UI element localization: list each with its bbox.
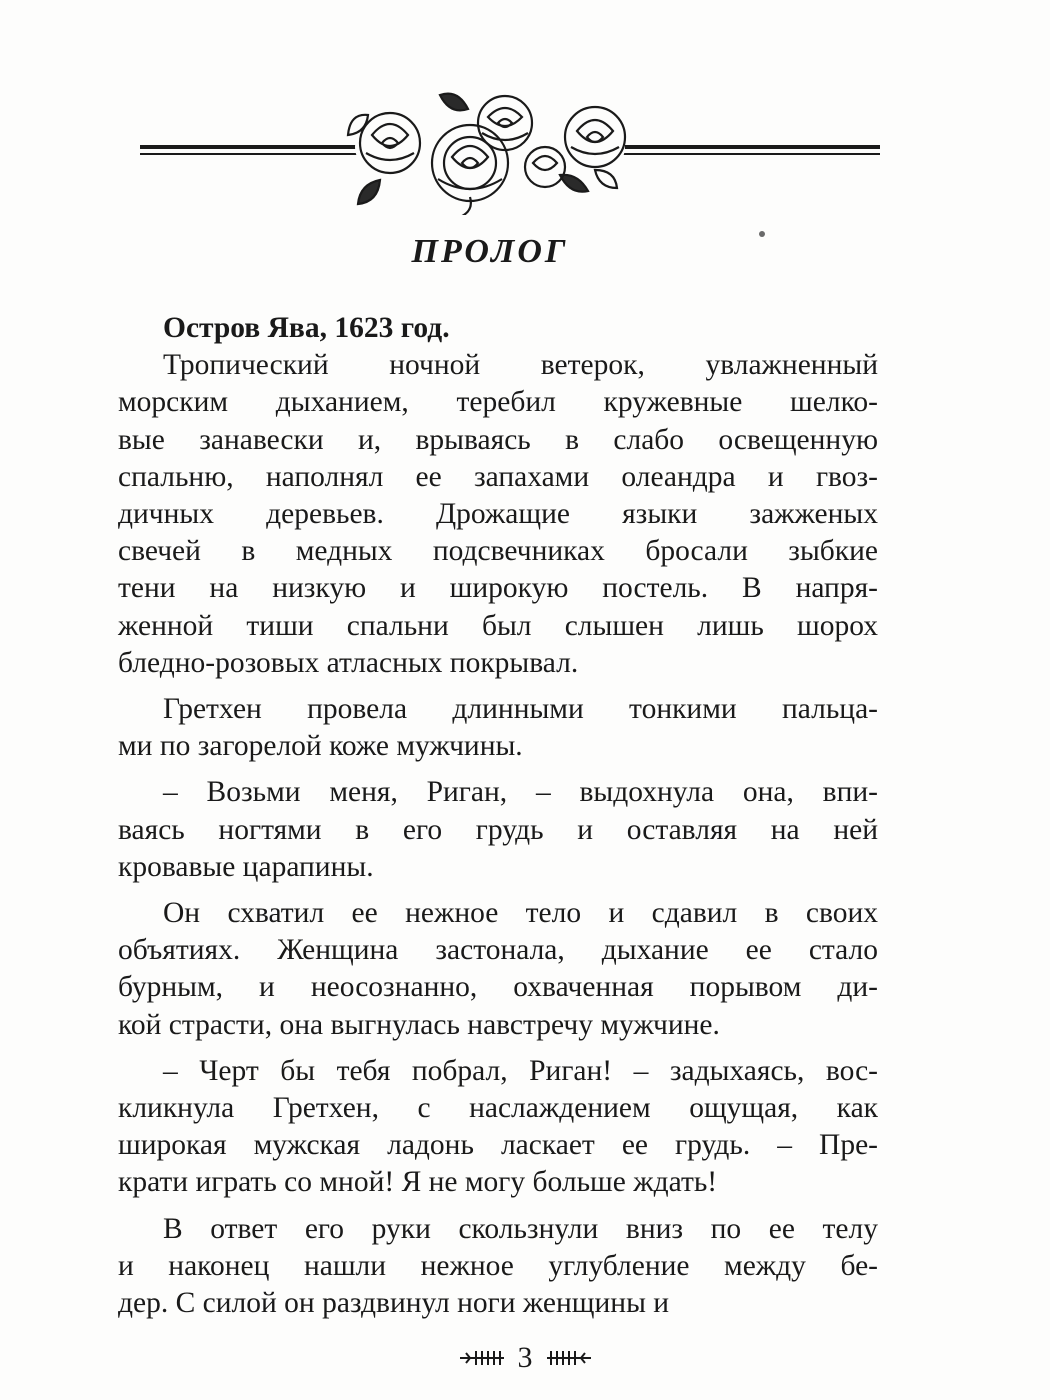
footer-ornament-right-icon	[547, 1347, 591, 1369]
text-line: вые занавески и, врываясь в слабо освещенную	[118, 423, 878, 456]
text-line: морским дыханием, теребил кружевные шелко-	[118, 386, 878, 419]
text-line: – Возьми меня, Риган, – выдохнула она, впи-	[163, 776, 878, 809]
text-line: ми по загорелой коже мужчины.	[118, 730, 523, 763]
text-line: и наконец нашли нежное углубление между бе-	[118, 1249, 878, 1282]
text-line: кой страсти, она выгнулась навстречу мужчине.	[118, 1008, 720, 1041]
page-number: 3	[517, 1341, 533, 1374]
text-line: бурным, и неосознанно, охваченная порывом ди-	[118, 971, 878, 1004]
footer-ornament-left-icon	[460, 1347, 504, 1369]
paragraph-gap	[118, 1044, 878, 1053]
text-line: – Черт бы тебя побрал, Риган! – задыхаясь, вос-	[163, 1054, 878, 1087]
text-line: крати играть со мной! Я не могу больше ждать!	[118, 1166, 718, 1199]
text-line: женной тиши спальни был слышен лишь шорох	[118, 609, 878, 642]
text-line: тени на низкую и широкую постель. В напря-	[118, 572, 878, 605]
paragraph-gap	[118, 886, 878, 895]
text-line: В ответ его руки скользнули вниз по ее телу	[163, 1212, 878, 1245]
text-line: объятиях. Женщина застонала, дыхание ее стало	[118, 934, 878, 967]
text-line: широкая мужская ладонь ласкает ее грудь. – Пре-	[118, 1129, 878, 1162]
body-text	[118, 310, 878, 1322]
paragraph-gap	[118, 765, 878, 774]
text-line: ваясь ногтями в его грудь и оставляя на ней	[118, 813, 878, 846]
text-line: дер. С силой он раздвинул ноги женщины и	[118, 1287, 670, 1320]
section-heading: Остров Ява, 1623 год.	[163, 312, 450, 344]
rose-ornament-icon	[140, 85, 880, 215]
text-line: свечей в медных подсвечниках бросали зыбкие	[118, 535, 878, 568]
text-line: Тропический ночной ветерок, увлажненный	[163, 349, 878, 382]
text-line: кровавые царапины.	[118, 850, 374, 883]
text-line: спальню, наполнял ее запахами олеандра и гвоз-	[118, 460, 878, 493]
text-line: бледно-розовых атласных покрывал.	[118, 646, 579, 679]
paragraph-gap	[118, 682, 878, 691]
paragraph-gap	[118, 1202, 878, 1211]
text-line: кликнула Гретхен, с наслаждением ощущая, как	[118, 1092, 878, 1125]
text-line: Гретхен провела длинными тонкими пальца-	[163, 693, 878, 726]
text-line: дичных деревьев. Дрожащие языки зажженых	[118, 498, 878, 531]
text-line: Он схватил ее нежное тело и сдавил в своих	[163, 897, 878, 930]
rose-ornament-header	[140, 85, 880, 215]
page-footer	[0, 1338, 1050, 1378]
chapter-title: ПРОЛОГ	[411, 233, 569, 270]
